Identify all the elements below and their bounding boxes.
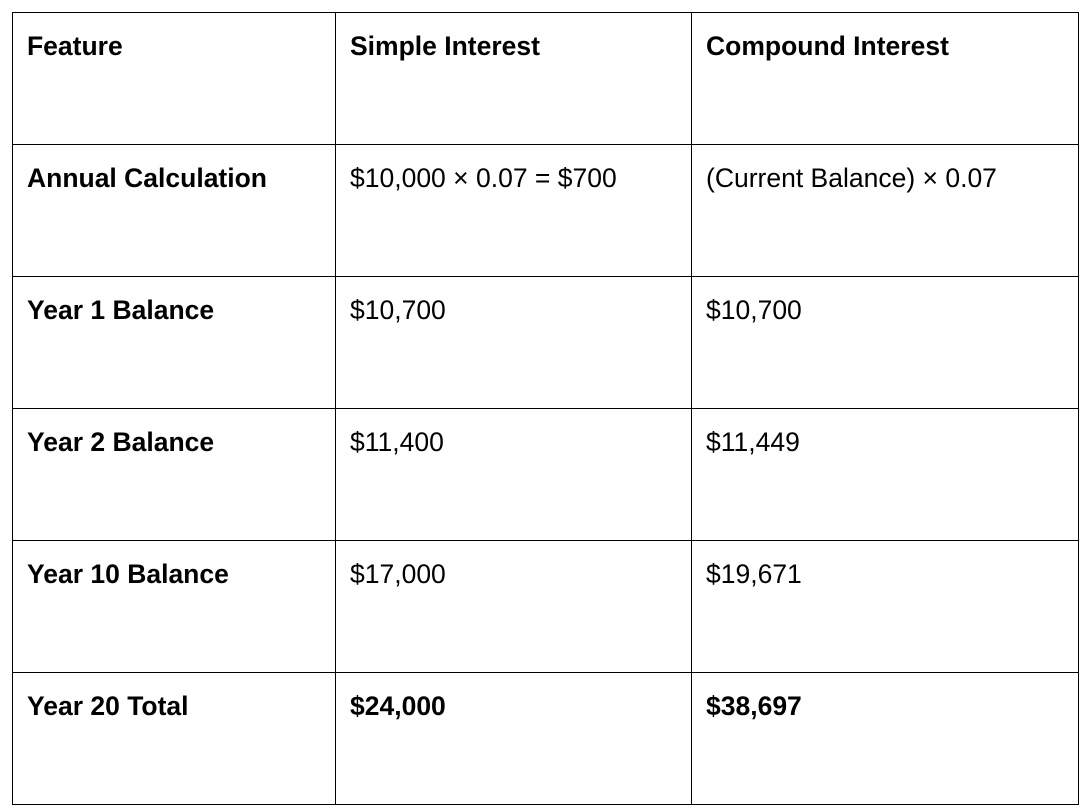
simple-interest-value: $10,000 × 0.07 = $700	[350, 163, 617, 193]
simple-interest-cell	[336, 409, 692, 541]
table-row	[13, 673, 1079, 805]
simple-interest-value: $10,700	[350, 295, 446, 325]
feature-cell	[13, 673, 336, 805]
feature-cell	[13, 541, 336, 673]
table-header	[13, 13, 1079, 145]
compound-interest-cell	[692, 541, 1079, 673]
header-cell-feature	[13, 13, 336, 145]
compound-interest-total: $38,697	[706, 691, 802, 721]
simple-interest-value: $17,000	[350, 559, 446, 589]
table-row	[13, 277, 1079, 409]
compound-interest-value: $19,671	[706, 559, 802, 589]
feature-label: Year 1 Balance	[27, 295, 215, 325]
header-cell-compound-interest	[692, 13, 1079, 145]
simple-interest-total: $24,000	[350, 691, 446, 721]
header-cell-simple-interest	[336, 13, 692, 145]
feature-cell	[13, 145, 336, 277]
feature-label: Year 20 Total	[27, 691, 189, 721]
interest-comparison-table	[12, 12, 1079, 805]
table-row	[13, 541, 1079, 673]
simple-interest-cell	[336, 673, 692, 805]
simple-interest-cell	[336, 145, 692, 277]
header-label-feature: Feature	[27, 31, 123, 61]
simple-interest-value: $11,400	[350, 427, 444, 457]
simple-interest-cell	[336, 541, 692, 673]
header-label-compound-interest: Compound Interest	[706, 31, 949, 61]
compound-interest-value: $11,449	[706, 427, 800, 457]
compound-interest-cell	[692, 145, 1079, 277]
feature-cell	[13, 409, 336, 541]
header-row	[13, 13, 1079, 145]
compound-interest-cell	[692, 277, 1079, 409]
compound-interest-value: $10,700	[706, 295, 802, 325]
table-row	[13, 409, 1079, 541]
feature-label: Annual Calculation	[27, 163, 267, 193]
table-body	[13, 145, 1079, 805]
table-row	[13, 145, 1079, 277]
compound-interest-cell	[692, 409, 1079, 541]
feature-cell	[13, 277, 336, 409]
simple-interest-cell	[336, 277, 692, 409]
compound-interest-cell	[692, 673, 1079, 805]
feature-label: Year 10 Balance	[27, 559, 229, 589]
header-label-simple-interest: Simple Interest	[350, 31, 540, 61]
compound-interest-value: (Current Balance) × 0.07	[706, 163, 997, 193]
feature-label: Year 2 Balance	[27, 427, 215, 457]
